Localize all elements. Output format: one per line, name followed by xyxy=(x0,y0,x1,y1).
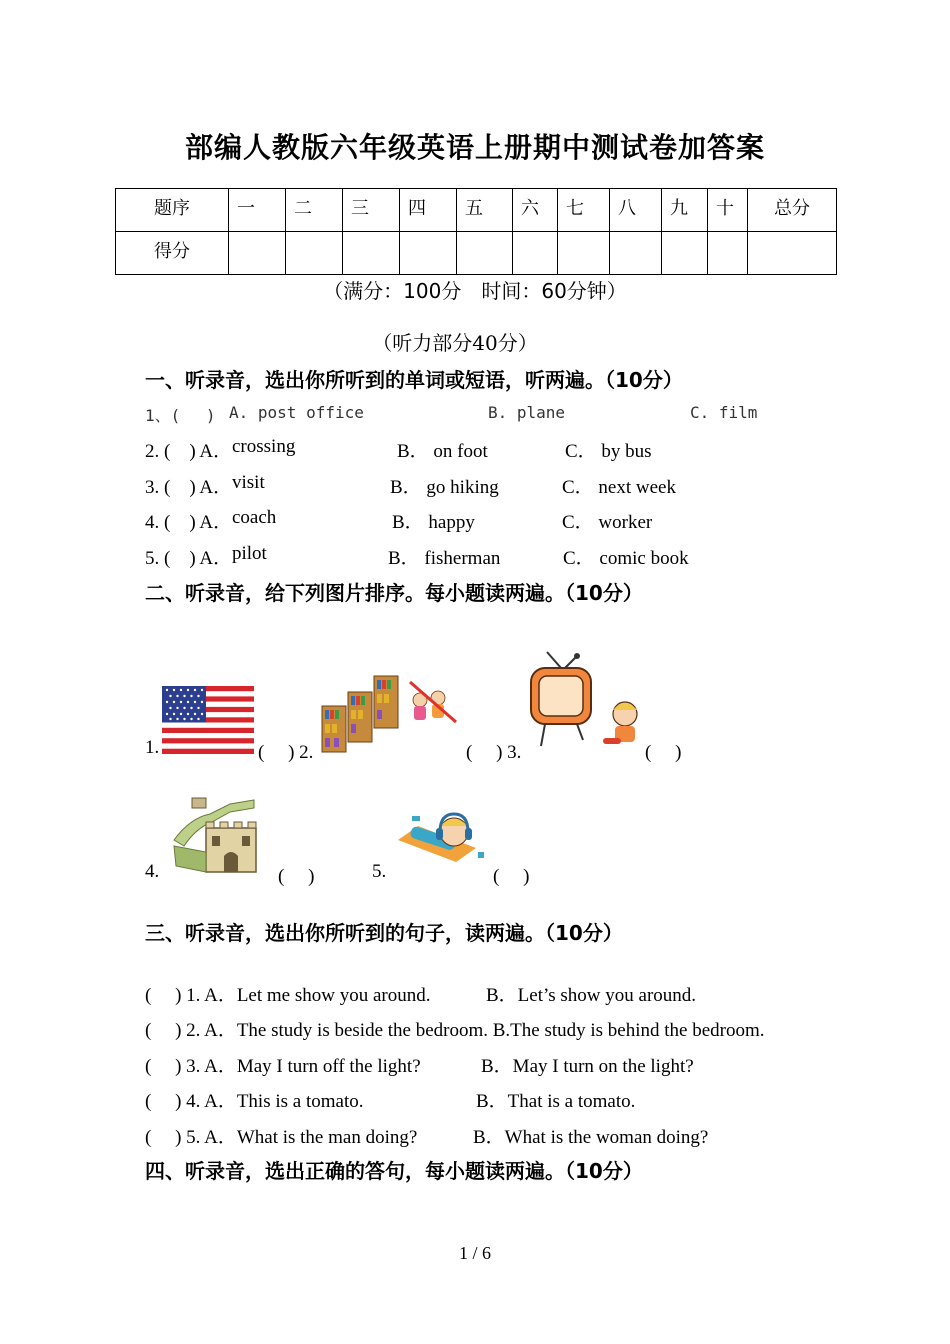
score-cell xyxy=(229,232,286,275)
answer-blank: ( ) 3. xyxy=(466,742,522,763)
score-cell xyxy=(748,232,837,275)
table-header-cell: 三 xyxy=(343,189,400,232)
page-title: 部编人教版六年级英语上册期中测试卷加答案 xyxy=(184,131,765,164)
score-table-header-row xyxy=(116,189,837,232)
answer-blank: ( ) xyxy=(645,742,682,763)
option-c: C． next week xyxy=(562,477,676,498)
question-number: 4. ( ) A． xyxy=(145,512,233,533)
exam-meta: （满分：100分 时间：60分钟） xyxy=(323,279,627,303)
table-header-cell: 一 xyxy=(229,189,286,232)
table-header-cell: 十 xyxy=(708,189,748,232)
section-heading-4: 四、听录音，选出正确的答句，每小题读两遍。（10分） xyxy=(145,1159,643,1183)
sentence-option-a: ( ) 1. A．Let me show you around. xyxy=(145,985,431,1006)
us-flag-picture xyxy=(162,686,254,754)
answer-blank: ( ) xyxy=(493,866,530,887)
question-number: 3. ( ) A． xyxy=(145,477,233,498)
score-cell xyxy=(513,232,558,275)
picture-number: 4. xyxy=(145,861,160,882)
score-cell xyxy=(558,232,610,275)
sentence-option-a: ( ) 2. A．The study is beside the bedroom. B.The study is behind the bedroom. xyxy=(145,1020,765,1041)
option-b: B． on foot xyxy=(397,441,488,462)
score-cell xyxy=(400,232,457,275)
score-cell xyxy=(343,232,400,275)
picture-number: 1. xyxy=(145,737,160,758)
score-cell xyxy=(286,232,343,275)
option-b: B. plane xyxy=(488,403,566,422)
table-header-cell: 二 xyxy=(286,189,343,232)
table-header-cell: 四 xyxy=(400,189,457,232)
score-cell xyxy=(708,232,748,275)
score-table-score-row xyxy=(116,232,837,275)
option-c: C． worker xyxy=(562,512,653,533)
sentence-option-b: B．What is the woman doing? xyxy=(473,1127,709,1148)
section-heading-1: 一、听录音，选出你所听到的单词或短语，听两遍。（10分） xyxy=(145,368,683,392)
row-label: 得分 xyxy=(116,232,229,275)
table-header-cell: 题序 xyxy=(116,189,229,232)
score-cell xyxy=(662,232,708,275)
table-header-cell: 八 xyxy=(610,189,662,232)
option-c: C． by bus xyxy=(565,441,652,462)
great-wall-picture xyxy=(170,796,262,876)
table-header-cell: 九 xyxy=(662,189,708,232)
answer-blank: ( ) xyxy=(278,866,315,887)
answer-blank: ( ) 2. xyxy=(258,742,314,763)
bookshelves-no-noise-picture xyxy=(320,672,462,756)
tv-child-picture xyxy=(525,650,645,754)
picture-number: 5. xyxy=(372,861,387,882)
sentence-option-a: ( ) 3. A．May I turn off the light? xyxy=(145,1056,421,1077)
question-number: 5. ( ) A． xyxy=(145,548,233,569)
option-a: visit xyxy=(232,472,265,493)
sentence-option-b: B．Let’s show you around. xyxy=(486,985,697,1006)
option-b: B． go hiking xyxy=(390,477,499,498)
option-c: C． comic book xyxy=(563,548,689,569)
section-heading-2: 二、听录音，给下列图片排序。每小题读两遍。（10分） xyxy=(145,581,643,605)
table-header-cell: 总分 xyxy=(748,189,837,232)
option-a: crossing xyxy=(232,436,296,457)
question-number: 1、( ) xyxy=(145,406,216,425)
option-c: C. film xyxy=(690,403,758,422)
page-number: 1 / 6 xyxy=(458,1243,491,1263)
sentence-option-b: B．May I turn on the light? xyxy=(481,1056,694,1077)
option-a: A. post office xyxy=(229,403,364,422)
option-b: B． fisherman xyxy=(388,548,501,569)
option-b: B． happy xyxy=(392,512,475,533)
sentence-option-a: ( ) 5. A．What is the man doing? xyxy=(145,1127,418,1148)
girl-headphones-picture xyxy=(396,810,488,868)
score-cell xyxy=(610,232,662,275)
table-header-cell: 六 xyxy=(513,189,558,232)
sentence-option-a: ( ) 4. A．This is a tomato. xyxy=(145,1091,364,1112)
score-cell xyxy=(457,232,513,275)
score-table xyxy=(115,188,837,275)
table-header-cell: 七 xyxy=(558,189,610,232)
option-a: pilot xyxy=(232,543,267,564)
listening-label: （听力部分40分） xyxy=(372,331,538,355)
table-header-cell: 五 xyxy=(457,189,513,232)
option-a: coach xyxy=(232,507,277,528)
sentence-option-b: B．That is a tomato. xyxy=(476,1091,636,1112)
section-heading-3: 三、听录音，选出你所听到的句子，读两遍。（10分） xyxy=(145,921,623,945)
question-number: 2. ( ) A． xyxy=(145,441,233,462)
